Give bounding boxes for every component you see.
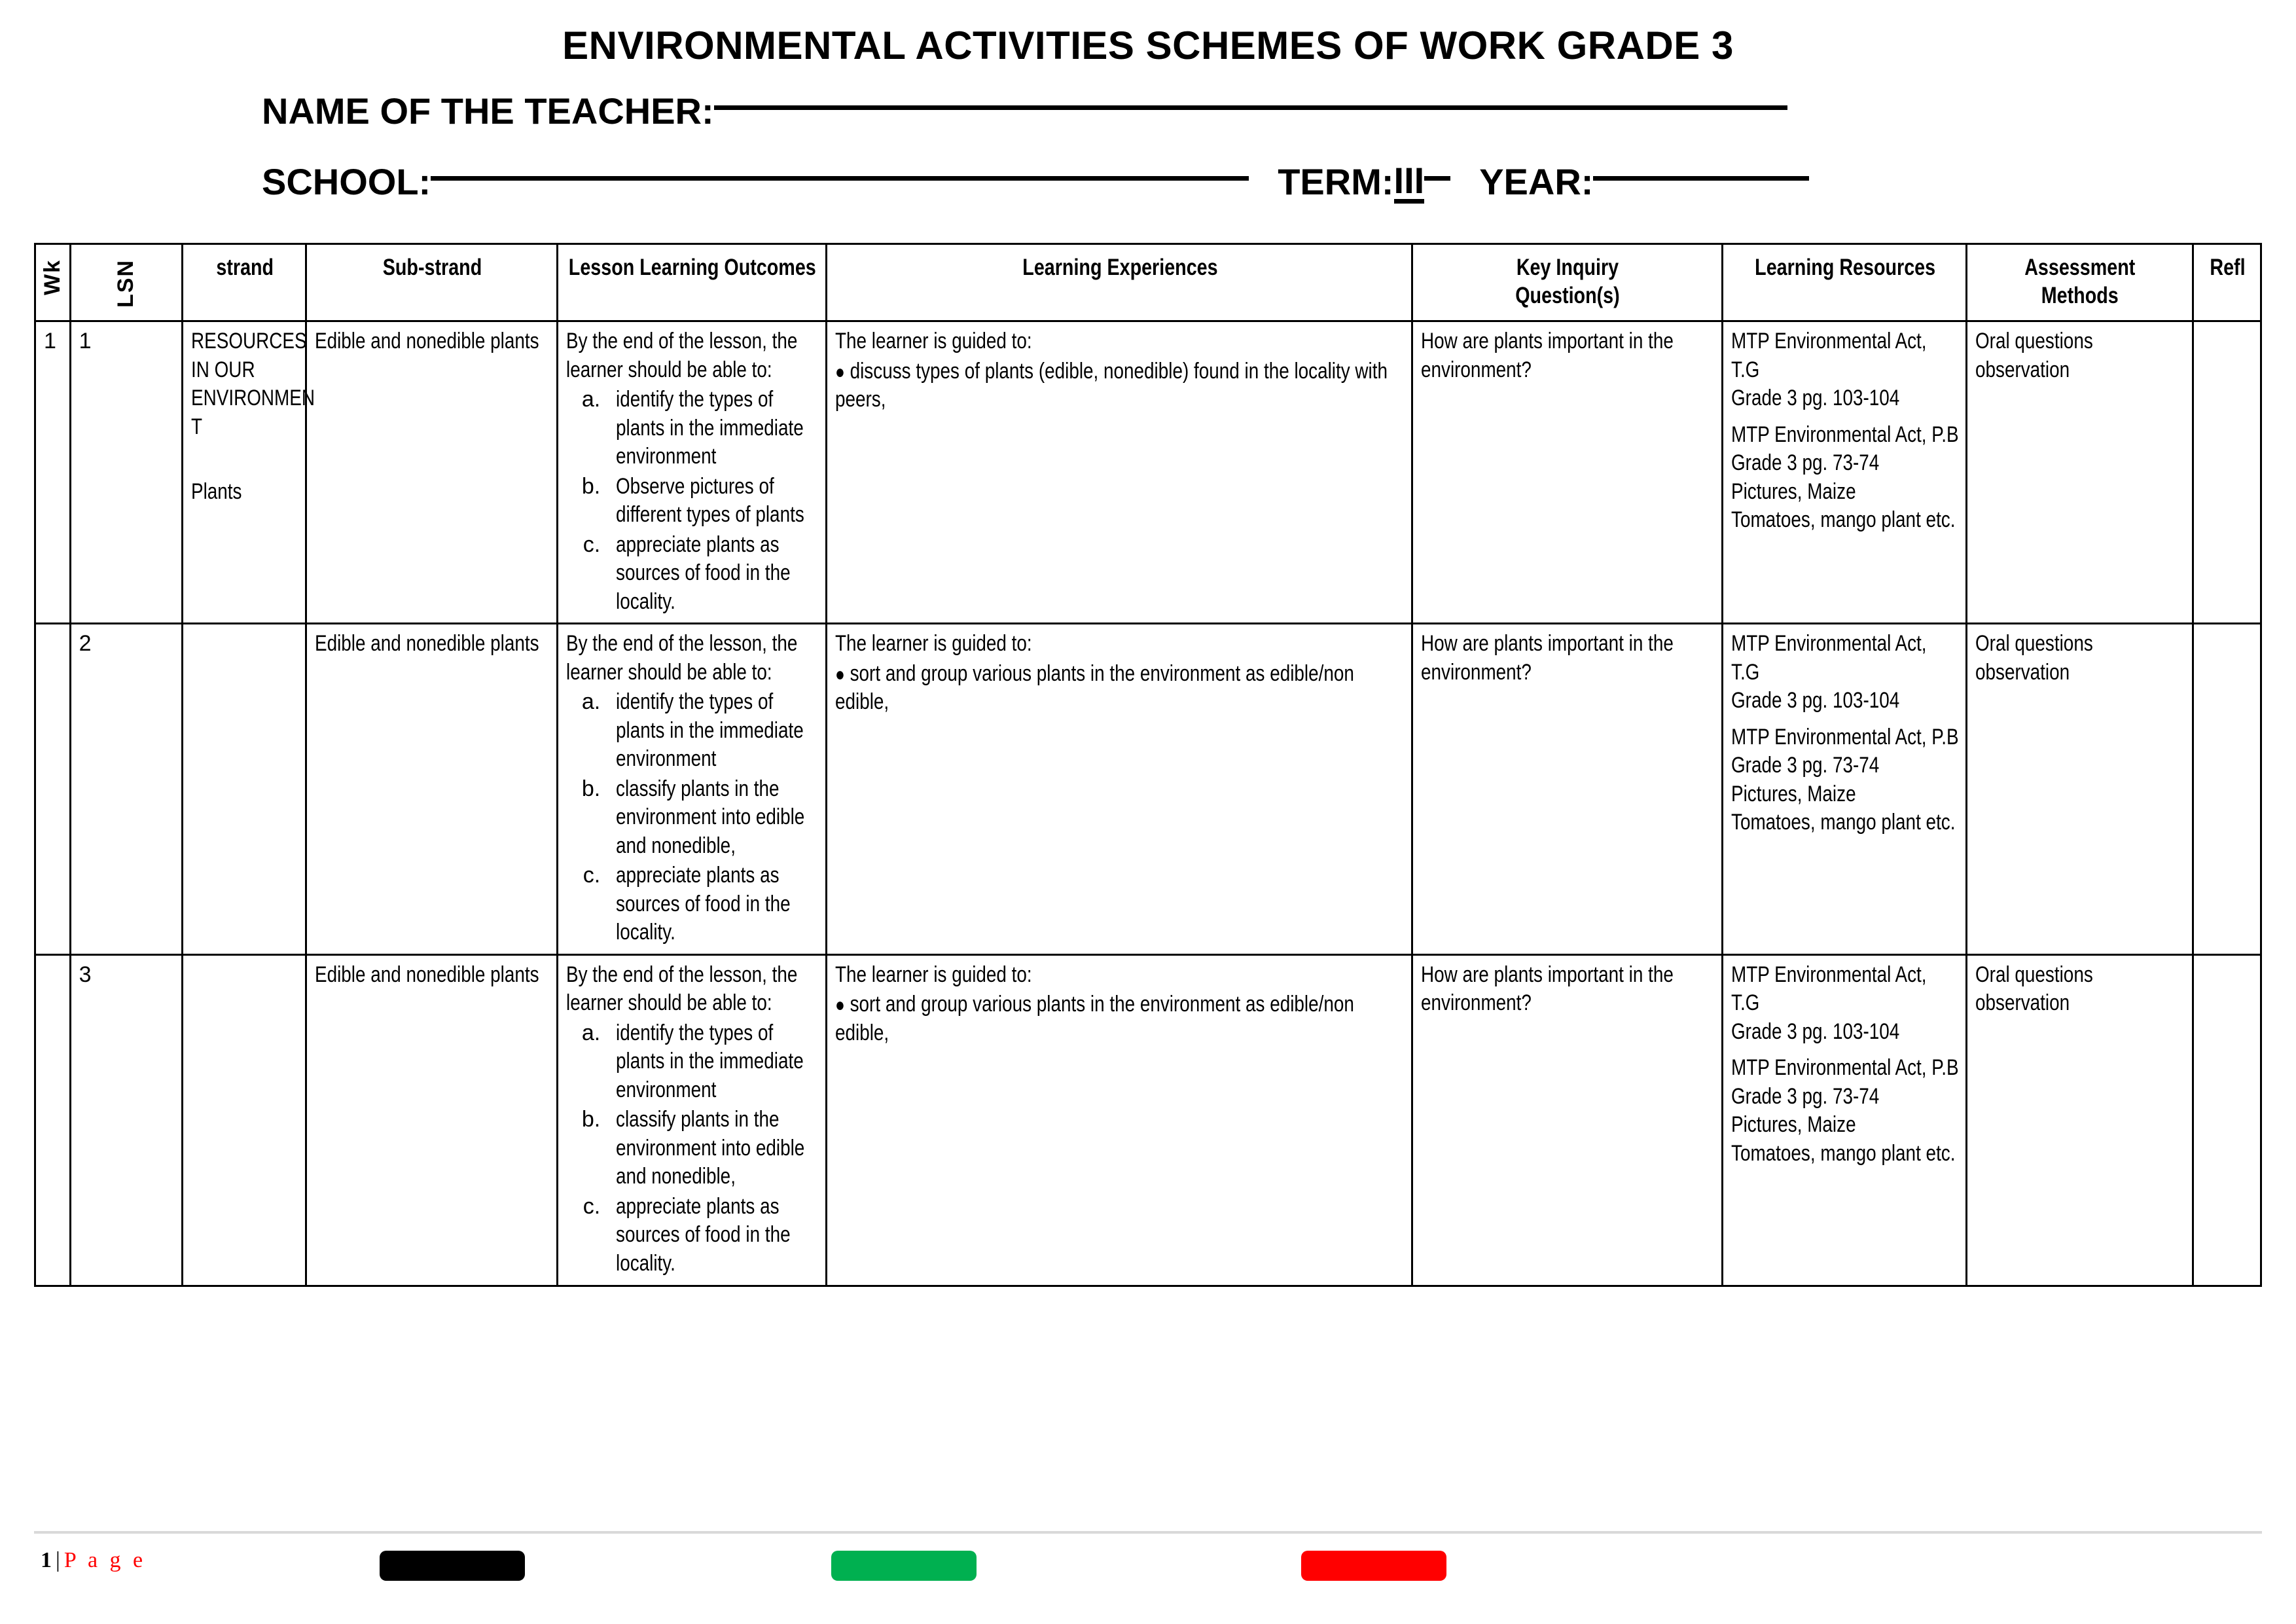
table-row bbox=[35, 321, 2261, 624]
outcome-intro: By the end of the lesson, the learner should be able to: bbox=[565, 631, 798, 685]
resource-line: MTP Environmental Act, P.B bbox=[1731, 1055, 1959, 1081]
page-number-value: 1 bbox=[41, 1548, 52, 1572]
resource-line: Grade 3 pg. 73-74 bbox=[1731, 1083, 1880, 1109]
cell-lesson-number: 1 bbox=[70, 321, 182, 624]
cell-lesson-learning-outcomes bbox=[557, 954, 827, 1286]
cell-learning-resources bbox=[1722, 321, 1966, 624]
cell-strand: RESOURCES IN OUR ENVIRONMEN T Plants bbox=[183, 321, 306, 624]
cell-sub-strand: Edible and nonedible plants bbox=[306, 624, 557, 955]
resource-line: MTP Environmental Act, P.B bbox=[1731, 422, 1959, 447]
resource-line: Grade 3 pg. 103-104 bbox=[1731, 386, 1900, 411]
cell-key-inquiry-question: How are plants important in the environment? bbox=[1412, 321, 1722, 624]
schemes-of-work-table-wrapper bbox=[0, 243, 2296, 1287]
table-body bbox=[35, 321, 2261, 1286]
resource-line: Grade 3 pg. 73-74 bbox=[1731, 753, 1880, 778]
cell-learning-experiences bbox=[827, 954, 1412, 1286]
resource-line: Pictures, Maize bbox=[1731, 781, 1856, 806]
resource-line: MTP Environmental Act, T.G bbox=[1731, 631, 1927, 685]
page-number-separator: | bbox=[56, 1548, 60, 1572]
experience-intro: The learner is guided to: bbox=[835, 962, 1032, 987]
table-row bbox=[35, 954, 2261, 1286]
resource-line: Pictures, Maize bbox=[1731, 1112, 1856, 1138]
red-bar bbox=[1301, 1551, 1446, 1581]
year-blank[interactable] bbox=[1593, 176, 1809, 181]
column-header-key-inquiry-questions: Key Inquiry Question(s) bbox=[1412, 244, 1722, 321]
page-title: ENVIRONMENTAL ACTIVITIES SCHEMES OF WORK GRADE 3 bbox=[562, 24, 1734, 67]
term-label: TERM: bbox=[1278, 161, 1394, 202]
cell-lesson-learning-outcomes bbox=[557, 321, 827, 624]
school-blank[interactable] bbox=[431, 176, 1249, 181]
column-header-lsn: LSN bbox=[70, 244, 182, 321]
learning-outcome-item: a. identify the types of plants in the immediate environment bbox=[607, 1019, 819, 1105]
column-header-wk: Wk bbox=[35, 244, 71, 321]
outcome-intro: By the end of the lesson, the learner should be able to: bbox=[565, 329, 798, 382]
cell-strand bbox=[183, 624, 306, 955]
cell-assessment-methods: Oral questions observation bbox=[1966, 954, 2193, 1286]
bullet-icon: ● bbox=[835, 994, 846, 1017]
bullet-icon: ● bbox=[835, 361, 846, 383]
cell-refl bbox=[2193, 321, 2261, 624]
resource-line: Grade 3 pg. 73-74 bbox=[1731, 450, 1880, 476]
cell-assessment-methods: Oral questions observation bbox=[1966, 321, 2193, 624]
cell-week bbox=[35, 624, 71, 955]
resource-line: MTP Environmental Act, P.B bbox=[1731, 724, 1959, 749]
cell-learning-experiences bbox=[827, 321, 1412, 624]
resource-line: Tomatoes, mango plant etc. bbox=[1731, 810, 1956, 835]
learning-outcome-item: c. appreciate plants as sources of food in the locality. bbox=[607, 1193, 819, 1278]
learning-outcome-item: b. Observe pictures of different types of plants bbox=[607, 473, 819, 530]
teacher-name-label: NAME OF THE TEACHER: bbox=[262, 90, 714, 132]
cell-learning-resources bbox=[1722, 624, 1966, 955]
black-bar bbox=[380, 1551, 525, 1581]
footer-divider bbox=[34, 1531, 2262, 1534]
learning-outcome-list bbox=[566, 386, 819, 616]
school-label: SCHOOL: bbox=[262, 161, 431, 202]
column-header-refl: Refl bbox=[2193, 244, 2261, 321]
learning-outcome-item: b. classify plants in the environment into edible and nonedible, bbox=[607, 775, 819, 861]
cell-learning-experiences bbox=[827, 624, 1412, 955]
table-row bbox=[35, 624, 2261, 955]
cell-key-inquiry-question: How are plants important in the environment? bbox=[1412, 954, 1722, 1286]
cell-lesson-number: 2 bbox=[70, 624, 182, 955]
experience-bullet: ● sort and group various plants in the environment as edible/non edible, bbox=[835, 992, 1355, 1045]
column-header-sub-strand: Sub-strand bbox=[306, 244, 557, 321]
page-word-label: P a g e bbox=[63, 1548, 147, 1572]
experience-intro: The learner is guided to: bbox=[835, 329, 1032, 353]
cell-sub-strand: Edible and nonedible plants bbox=[306, 321, 557, 624]
year-label: YEAR: bbox=[1479, 161, 1594, 202]
cell-learning-resources bbox=[1722, 954, 1966, 1286]
school-term-year-row bbox=[0, 160, 2296, 205]
cell-refl bbox=[2193, 624, 2261, 955]
learning-outcome-item: a. identify the types of plants in the immediate environment bbox=[607, 386, 819, 471]
learning-outcome-item: c. appreciate plants as sources of food in the locality. bbox=[607, 861, 819, 947]
learning-outcome-item: b. classify plants in the environment into edible and nonedible, bbox=[607, 1106, 819, 1191]
page-footer bbox=[0, 1513, 2296, 1624]
cell-assessment-methods: Oral questions observation bbox=[1966, 624, 2193, 955]
column-header-learning-resources: Learning Resources bbox=[1722, 244, 1966, 321]
experience-bullet: ● sort and group various plants in the environment as edible/non edible, bbox=[835, 660, 1355, 715]
term-blank[interactable] bbox=[1424, 176, 1450, 181]
learning-outcome-list bbox=[566, 1019, 819, 1278]
column-header-learning-experiences: Learning Experiences bbox=[827, 244, 1412, 321]
table-header-row bbox=[35, 244, 2261, 321]
learning-outcome-item: a. identify the types of plants in the immediate environment bbox=[607, 688, 819, 774]
resource-line: Grade 3 pg. 103-104 bbox=[1731, 1019, 1900, 1044]
resource-line: MTP Environmental Act, T.G bbox=[1731, 962, 1927, 1016]
cell-sub-strand: Edible and nonedible plants bbox=[306, 954, 557, 1286]
resource-line: Grade 3 pg. 103-104 bbox=[1731, 688, 1900, 713]
cell-lesson-number: 3 bbox=[70, 954, 182, 1286]
cell-lesson-learning-outcomes bbox=[557, 624, 827, 955]
teacher-name-field-row bbox=[0, 90, 2296, 132]
cell-refl bbox=[2193, 954, 2261, 1286]
cell-key-inquiry-question: How are plants important in the environment? bbox=[1412, 624, 1722, 955]
cell-strand bbox=[183, 954, 306, 1286]
cell-week: 1 bbox=[35, 321, 71, 624]
experience-intro: The learner is guided to: bbox=[835, 631, 1032, 657]
bullet-icon: ● bbox=[835, 663, 846, 685]
schemes-of-work-table bbox=[34, 243, 2262, 1287]
column-header-strand: strand bbox=[183, 244, 306, 321]
cell-week bbox=[35, 954, 71, 1286]
resource-line: Tomatoes, mango plant etc. bbox=[1731, 1140, 1956, 1166]
column-header-lesson-learning-outcomes: Lesson Learning Outcomes bbox=[557, 244, 827, 321]
experience-bullet: ● discuss types of plants (edible, nonedible) found in the locality with peers, bbox=[835, 358, 1388, 412]
learning-outcome-list bbox=[566, 688, 819, 947]
resource-line: Pictures, Maize bbox=[1731, 478, 1856, 504]
column-header-assessment-methods: Assessment Methods bbox=[1966, 244, 2193, 321]
resource-line: Tomatoes, mango plant etc. bbox=[1731, 507, 1956, 533]
teacher-name-blank[interactable] bbox=[714, 105, 1787, 110]
learning-outcome-item: c. appreciate plants as sources of food in the locality. bbox=[607, 531, 819, 617]
green-bar bbox=[831, 1551, 977, 1581]
term-value[interactable]: III bbox=[1394, 162, 1425, 204]
outcome-intro: By the end of the lesson, the learner should be able to: bbox=[565, 962, 798, 1016]
page-number-indicator bbox=[41, 1548, 146, 1573]
resource-line: MTP Environmental Act, T.G bbox=[1731, 329, 1927, 382]
